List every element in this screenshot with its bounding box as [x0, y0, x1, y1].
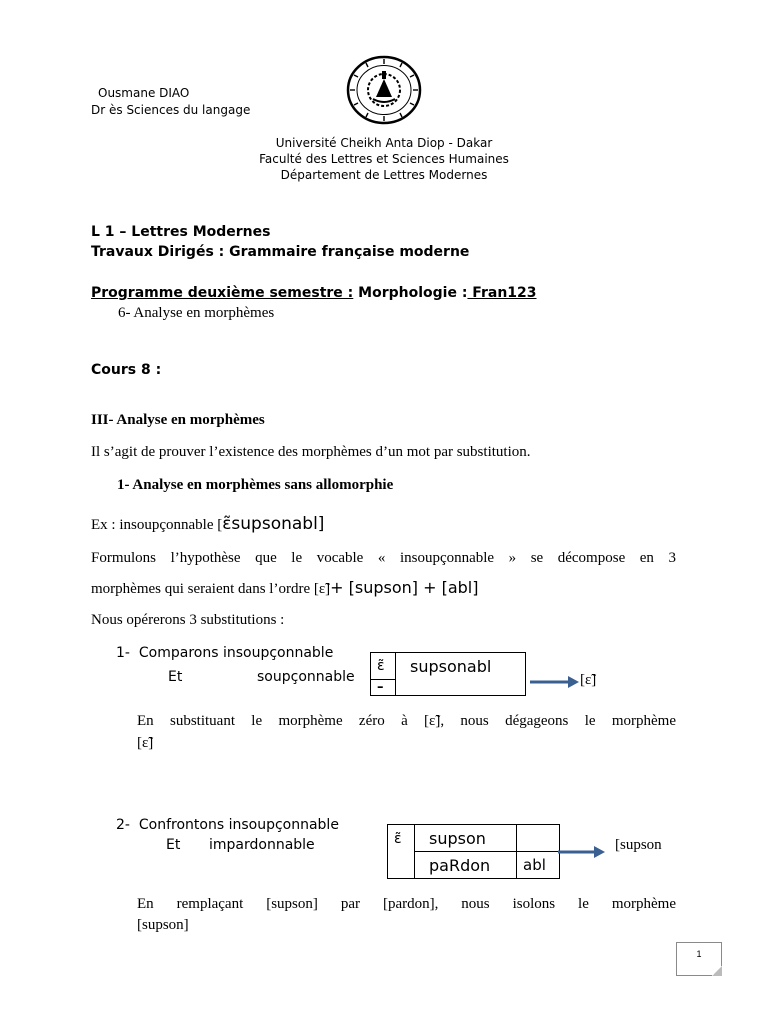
step1-arrow-icon — [530, 675, 580, 689]
program-topic: Morphologie : — [353, 285, 468, 301]
step2-compare: Confrontons insoupçonnable — [138, 817, 339, 833]
lesson-title: Cours 8 : — [91, 362, 162, 378]
step2-arrow-icon — [558, 845, 606, 859]
step2-conclusion-line-2: [supson] — [137, 917, 189, 933]
university-name: Université Cheikh Anta Diop - Dakar — [275, 136, 493, 150]
step2-morpheme-table — [387, 824, 560, 879]
author-title: Dr ès Sciences du langage — [91, 103, 251, 117]
program-item: 6- Analyse en morphèmes — [118, 305, 275, 321]
step2-cell-suffix: abl — [517, 852, 560, 879]
example-line — [91, 514, 324, 534]
step2-cell-prefix: ɛ̃ — [388, 825, 415, 879]
step1-word: soupçonnable — [257, 669, 355, 685]
step1-line — [116, 645, 333, 661]
step2-et: Et — [166, 837, 181, 853]
example-transcription: ɛ̃supsonabl] — [222, 514, 325, 534]
step1-cell-zero: – — [371, 680, 396, 696]
page-fold-icon — [712, 966, 722, 976]
page-number-box — [676, 942, 722, 976]
step2-number: 2- — [116, 817, 130, 833]
faculty-name: Faculté des Lettres et Sciences Humaines — [259, 152, 509, 166]
department-name: Département de Lettres Modernes — [280, 168, 488, 182]
hypothesis-line-1: Formulons l’hypothèse que le vocable « insoupçonnable » se décompose en 3 — [91, 550, 676, 566]
hypothesis-text: morphèmes qui seraient dans l’ordre [ɛ̃] — [91, 581, 331, 597]
program-code: Fran123 — [467, 285, 537, 301]
section-title: III- Analyse en morphèmes — [91, 412, 265, 428]
step2-cell-stem-1: supson — [415, 825, 517, 852]
step1-result: [ɛ̃] — [580, 672, 597, 688]
step1-compare: Comparons insoupçonnable — [138, 645, 334, 661]
step1-morpheme-table — [370, 652, 526, 696]
author-name: Ousmane DIAO — [98, 86, 190, 100]
step1-cell-stem: supsonabl — [396, 653, 526, 696]
step1-conclusion-line-2: [ɛ̃] — [137, 735, 154, 751]
step1-conclusion-line-1: En substituant le morphème zéro à [ɛ̃], nous dégageons le morphème — [137, 713, 676, 729]
step1-et: Et — [168, 669, 183, 685]
substitutions-intro: Nous opérerons 3 substitutions : — [91, 612, 285, 628]
step2-line — [116, 817, 339, 833]
step1-cell-prefix: ɛ̃ — [371, 653, 396, 680]
program-line — [91, 285, 537, 301]
step1-number: 1- — [116, 645, 130, 661]
step2-result: [supson — [615, 837, 662, 853]
page-number: 1 — [696, 949, 702, 959]
step2-cell-empty — [517, 825, 560, 852]
example-label: Ex : insoupçonnable [ — [91, 517, 223, 533]
subsection-title: 1- Analyse en morphèmes sans allomorphie — [117, 477, 394, 493]
program-label: Programme deuxième semestre : — [91, 285, 354, 301]
hypothesis-line-2 — [91, 578, 478, 598]
hypothesis-formula: + [supson] + [abl] — [330, 578, 479, 597]
section-intro: Il s’agit de prouver l’existence des morphèmes d’un mot par substitution. — [91, 444, 531, 460]
step2-word: impardonnable — [209, 837, 315, 853]
step2-cell-stem-2: paRdon — [415, 852, 517, 879]
course-subject: Travaux Dirigés : Grammaire française moderne — [91, 244, 470, 260]
step2-conclusion-line-1: En remplaçant [supson] par [pardon], nous isolons le morphème — [137, 896, 676, 912]
course-level: L 1 – Lettres Modernes — [91, 224, 271, 240]
university-seal-icon — [346, 55, 422, 125]
